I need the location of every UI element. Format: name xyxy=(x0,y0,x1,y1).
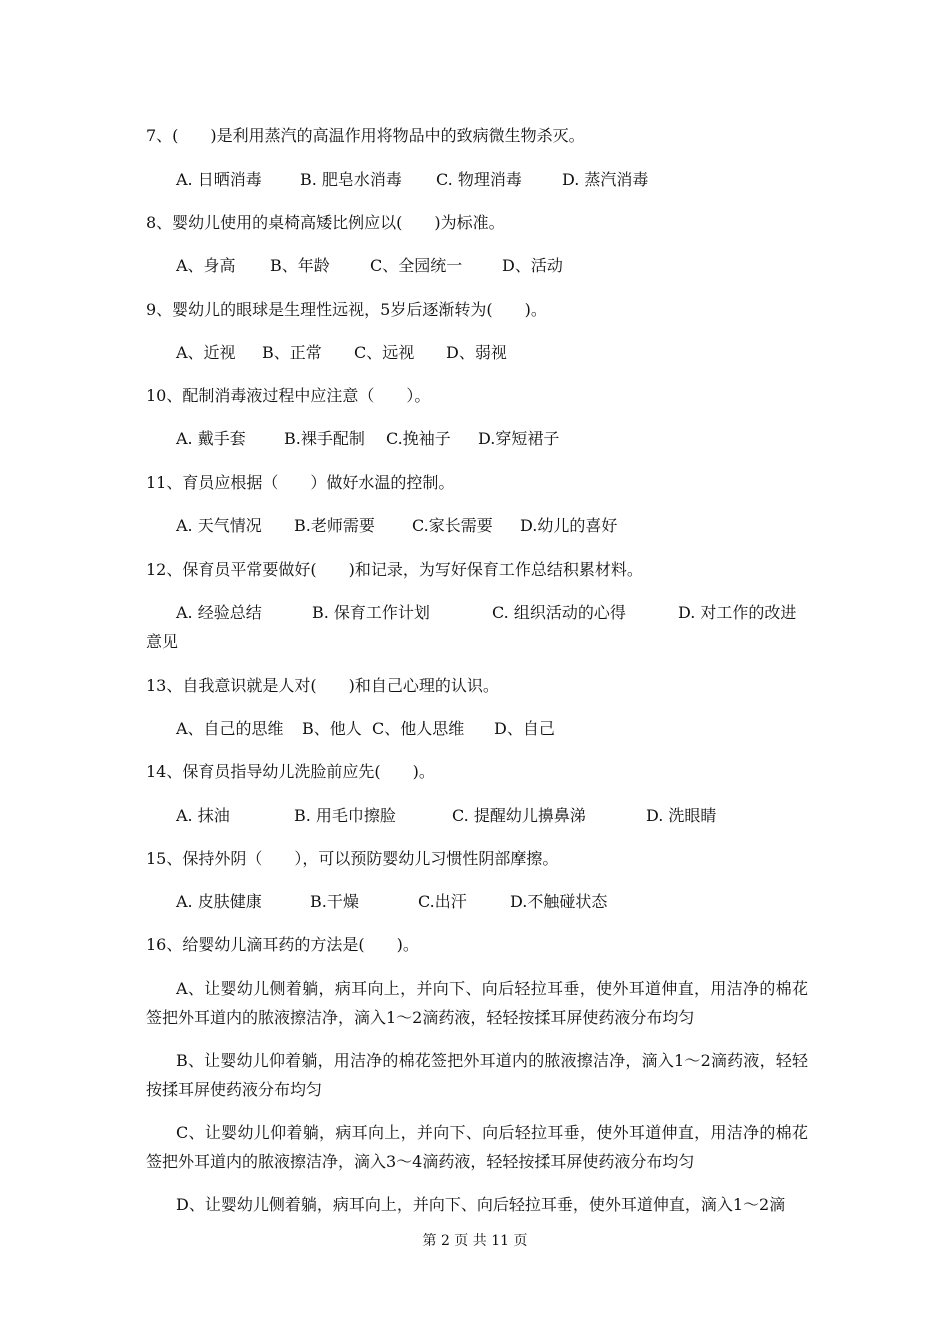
option-b: B.裸手配制 xyxy=(284,429,365,448)
options-8 xyxy=(176,256,563,276)
option-a: A、身高 xyxy=(176,256,236,275)
option-a: A、自己的思维 xyxy=(176,719,284,738)
option-a: A、近视 xyxy=(176,343,236,362)
question-13: 13、自我意识就是人对( )和自己心理的认识。 xyxy=(146,676,499,695)
option-a: A. 经验总结 xyxy=(176,603,262,622)
option-d: D. 洗眼睛 xyxy=(646,806,717,825)
option-b: B.老师需要 xyxy=(294,516,375,535)
option-b: B、正常 xyxy=(262,343,322,362)
question-10: 10、配制消毒液过程中应注意（ ）。 xyxy=(146,386,431,405)
option-b: B、年龄 xyxy=(270,256,330,275)
option-d: D、弱视 xyxy=(446,343,507,362)
option-c: C. 提醒幼儿擤鼻涕 xyxy=(452,806,586,825)
option-a: A. 皮肤健康 xyxy=(176,892,262,911)
option-c: C. 物理消毒 xyxy=(436,170,522,189)
option-d: D.不触碰状态 xyxy=(510,892,608,911)
option-a: A. 戴手套 xyxy=(176,429,246,448)
option-d: D、自己 xyxy=(494,719,555,738)
options-7 xyxy=(176,170,648,190)
option-b: B. 用毛巾擦脸 xyxy=(294,806,396,825)
option-b: B.干燥 xyxy=(310,892,359,911)
question-16: 16、给婴幼儿滴耳药的方法是( )。 xyxy=(146,935,419,954)
option-b: B、他人 xyxy=(302,719,362,738)
option-a: A. 天气情况 xyxy=(176,516,262,535)
option-c: C、让婴幼儿仰着躺，病耳向上，并向下、向后轻拉耳垂，使外耳道伸直，用洁净的棉花签把外耳道内的脓液擦洁净，滴入3～4滴药液，轻轻按揉耳屏使药液分布均匀 xyxy=(146,1123,808,1171)
option-d: D. 蒸汽消毒 xyxy=(562,170,649,189)
option-d: D.幼儿的喜好 xyxy=(520,516,618,535)
options-9 xyxy=(176,343,507,363)
option-d: D、让婴幼儿侧着躺，病耳向上，并向下、向后轻拉耳垂，使外耳道伸直，滴入1～2滴 xyxy=(176,1195,786,1214)
options-13 xyxy=(176,719,555,739)
option-b: B. 肥皂水消毒 xyxy=(300,170,402,189)
options-10 xyxy=(176,429,559,449)
option-c: C、远视 xyxy=(354,343,415,362)
question-15: 15、保持外阴（ ），可以预防婴幼儿习惯性阴部摩擦。 xyxy=(146,849,559,868)
option-c: C.挽袖子 xyxy=(386,429,451,448)
option-d-continued: 意见 xyxy=(146,632,179,651)
option-b: B. 保育工作计划 xyxy=(312,603,430,622)
option-c: C、全园统一 xyxy=(370,256,463,275)
option-d: D. 对工作的改进 xyxy=(678,603,797,622)
question-8: 8、婴幼儿使用的桌椅高矮比例应以( )为标准。 xyxy=(146,213,505,232)
options-11 xyxy=(176,516,617,536)
options-12 xyxy=(176,603,796,623)
options-15 xyxy=(176,892,607,912)
option-a: A、让婴幼儿侧着躺，病耳向上，并向下、向后轻拉耳垂，使外耳道伸直，用洁净的棉花签把外耳道内的脓液擦洁净，滴入1～2滴药液，轻轻按揉耳屏使药液分布均匀 xyxy=(146,979,808,1027)
option-d: D、活动 xyxy=(502,256,563,275)
question-14: 14、保育员指导幼儿洗脸前应先( )。 xyxy=(146,762,435,781)
option-c: C. 组织活动的心得 xyxy=(492,603,626,622)
options-14 xyxy=(176,806,716,826)
option-a: A. 抹油 xyxy=(176,806,230,825)
option-d: D.穿短裙子 xyxy=(478,429,560,448)
question-11: 11、育员应根据（ ）做好水温的控制。 xyxy=(146,473,455,492)
question-12: 12、保育员平常要做好( )和记录，为写好保育工作总结积累材料。 xyxy=(146,560,643,579)
option-c: C、他人思维 xyxy=(372,719,465,738)
option-c: C.家长需要 xyxy=(412,516,493,535)
option-a: A. 日晒消毒 xyxy=(176,170,262,189)
option-b: B、让婴幼儿仰着躺，用洁净的棉花签把外耳道内的脓液擦洁净，滴入1～2滴药液，轻轻按揉耳屏使药液分布均匀 xyxy=(146,1051,808,1099)
option-c: C.出汗 xyxy=(418,892,467,911)
question-9: 9、婴幼儿的眼球是生理性远视，5岁后逐渐转为( )。 xyxy=(146,300,547,319)
question-7: 7、( )是利用蒸汽的高温作用将物品中的致病微生物杀灭。 xyxy=(146,126,585,145)
page-footer: 第 2 页 共 11 页 xyxy=(422,1233,528,1249)
